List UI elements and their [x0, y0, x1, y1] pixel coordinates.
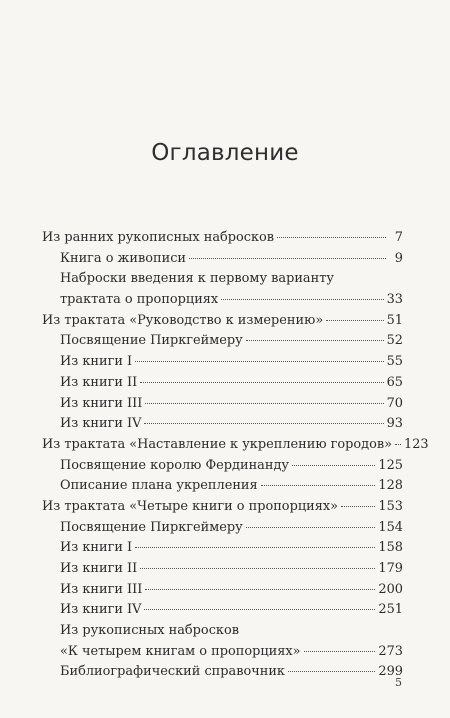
- toc-entry-page: 251: [378, 602, 403, 618]
- toc-dot-leader: [144, 609, 375, 610]
- toc-entry: [42, 249, 403, 270]
- toc-dot-leader: [341, 506, 375, 507]
- page-title: Оглавление: [151, 140, 299, 166]
- toc-entry: [42, 435, 429, 456]
- toc-entry-label: Наброски введения к первому варианту: [60, 271, 334, 287]
- toc-entry-label: Библиографический справочник: [60, 664, 285, 680]
- toc-entry-label: Из книги III: [60, 581, 143, 597]
- toc-entry: [42, 269, 403, 290]
- toc-entry: [42, 373, 403, 394]
- toc-entry-page: 273: [378, 643, 403, 659]
- toc-dot-leader: [277, 237, 386, 238]
- toc-dot-leader: [395, 444, 401, 445]
- toc-dot-leader: [140, 568, 375, 569]
- toc-entry: [42, 580, 403, 601]
- toc-entry-label: Из книги II: [60, 561, 138, 576]
- toc-entry: [42, 497, 403, 518]
- toc-entry-page: 299: [378, 664, 403, 680]
- toc-entry-page: 51: [386, 312, 403, 328]
- toc-entry-page: 70: [386, 395, 403, 411]
- toc-entry: [42, 518, 403, 539]
- toc-dot-leader: [145, 589, 375, 590]
- toc-entry-label: «К четырем книгам о пропорциях»: [60, 643, 301, 659]
- toc-entry-label: Из трактата «Руководство к измерению»: [42, 312, 324, 328]
- toc-entry-label: Из рукописных набросков: [60, 623, 239, 639]
- toc-entry: [42, 476, 403, 497]
- toc-dot-leader: [145, 403, 383, 404]
- toc-entry: [42, 642, 403, 663]
- toc-entry: [42, 414, 403, 435]
- toc-dot-leader: [135, 547, 375, 548]
- toc-entry-label: Из книги IV: [60, 416, 142, 432]
- toc-entry-label: Из книги I: [60, 354, 133, 370]
- page-number: 5: [395, 676, 402, 689]
- toc-dot-leader: [135, 361, 383, 362]
- toc-entry-page: 200: [378, 581, 403, 597]
- toc-dot-leader: [246, 340, 384, 341]
- toc-entry: [42, 600, 403, 621]
- toc-entry-label: Из книги IV: [60, 602, 142, 618]
- toc-entry-label: Книга о живописи: [60, 250, 187, 266]
- toc-entry-label: Посвящение Пиркгеймеру: [60, 333, 243, 349]
- toc-entry-page: 93: [386, 416, 403, 432]
- toc-dot-leader: [144, 423, 383, 424]
- toc-entry: [42, 290, 403, 311]
- toc-entry: [42, 352, 403, 373]
- toc-dot-leader: [292, 465, 375, 466]
- toc-entry-label: Из трактата «Наставление к укреплению городов»: [42, 436, 393, 452]
- toc-dot-leader: [326, 320, 383, 321]
- toc-entry-label: Из книги II: [60, 374, 138, 390]
- toc-entry-label: Из ранних рукописных набросков: [42, 230, 275, 245]
- toc-dot-leader: [221, 299, 383, 300]
- toc-entry: [42, 331, 403, 352]
- toc-entry-page: 123: [404, 436, 429, 452]
- toc-entry-label: трактата о пропорциях: [60, 292, 219, 308]
- toc-entry-label: Из трактата «Четыре книги о пропорциях»: [42, 498, 338, 514]
- toc-entry-page: 55: [386, 354, 403, 370]
- toc-entry-page: 9: [394, 250, 403, 266]
- toc-entry-page: 52: [386, 333, 403, 349]
- toc-dot-leader: [288, 671, 375, 672]
- toc-entry: [42, 662, 403, 683]
- toc-entry-label: Из книги III: [60, 395, 143, 411]
- toc-entry-label: Посвящение королю Фердинанду: [60, 457, 289, 473]
- toc-entry-page: 179: [378, 561, 403, 576]
- toc-entry: [42, 456, 403, 477]
- toc-dot-leader: [261, 485, 376, 486]
- toc-entry-page: 65: [386, 374, 403, 390]
- toc-dot-leader: [246, 527, 376, 528]
- toc-entry-page: 153: [378, 498, 403, 514]
- toc-entry-page: 125: [378, 457, 403, 473]
- toc-entry-page: 7: [394, 230, 403, 245]
- table-of-contents: [42, 228, 429, 683]
- toc-entry-label: Описание плана укрепления: [60, 478, 258, 494]
- toc-dot-leader: [140, 382, 383, 383]
- toc-entry-page: 154: [378, 519, 403, 535]
- toc-dot-leader: [304, 651, 376, 652]
- toc-entry-page: 128: [378, 478, 403, 494]
- toc-dot-leader: [189, 258, 386, 259]
- toc-entry: [42, 559, 403, 580]
- toc-entry: [42, 228, 403, 249]
- toc-entry-page: 33: [386, 292, 403, 308]
- toc-entry-label: Посвящение Пиркгеймеру: [60, 519, 243, 535]
- toc-entry-label: Из книги I: [60, 540, 133, 556]
- toc-entry: [42, 311, 403, 332]
- toc-entry: [42, 394, 403, 415]
- toc-entry: [42, 538, 403, 559]
- toc-entry: [42, 621, 403, 642]
- toc-entry-page: 158: [378, 540, 403, 556]
